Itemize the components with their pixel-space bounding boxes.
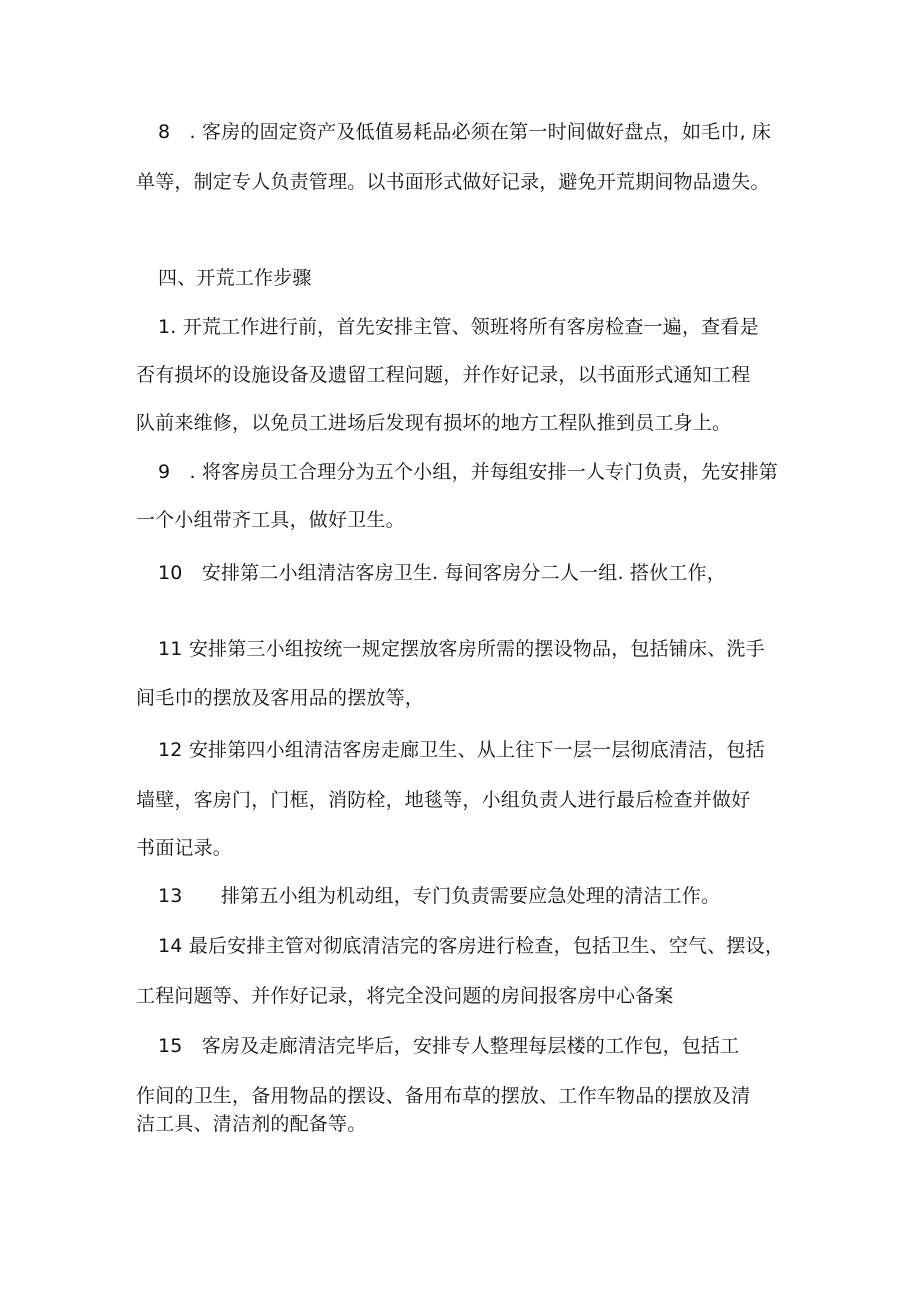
text-line-7: 9 . 将客房员工合理分为五个小组，并每组安排一人专门负责，先安排第 bbox=[158, 461, 778, 483]
text-line-8: 一个小组带齐工具，做好卫生。 bbox=[136, 509, 405, 531]
text-line-12: 12 安排第四小组清洁客房走廊卫生、从上往下一层一层彻底清洁，包括 bbox=[158, 739, 765, 761]
text-line-15: 13 排第五小组为机动组，专门负责需要应急处理的清洁工作。 bbox=[158, 885, 721, 907]
text-line-6: 队前来维修，以免员工进场后发现有损坏的地方工程队推到员工身上。 bbox=[136, 412, 732, 434]
text-line-9: 10 安排第二小组清洁客房卫生. 每间客房分二人一组. 搭伙工作， bbox=[158, 562, 726, 584]
section-heading: 四、开荒工作步骤 bbox=[158, 267, 312, 289]
text-line-11: 间毛巾的摆放及客用品的摆放等， bbox=[136, 687, 425, 709]
text-line-4: 1. 开荒工作进行前，首先安排主管、领班将所有客房检查一遍，查看是 bbox=[158, 316, 759, 338]
text-line-2: 单等，制定专人负责管理。以书面形式做好记录，避免开荒期间物品遗失。 bbox=[136, 171, 770, 193]
text-line-18: 15 客房及走廊清洁完毕后，安排专人整理每层楼的工作包，包括工 bbox=[158, 1035, 740, 1057]
text-line-16: 14 最后安排主管对彻底清洁完的客房进行检查，包括卫生、空气、摆设， bbox=[158, 935, 785, 957]
text-line-10: 11 安排第三小组按统一规定摆放客房所需的摆设物品，包括铺床、洗手 bbox=[158, 638, 765, 660]
text-line-17: 工程问题等、并作好记录，将完全没问题的房间报客房中心备案 bbox=[136, 985, 674, 1007]
text-line-13: 墙壁，客房门，门框，消防栓，地毯等，小组负责人进行最后检查并做好 bbox=[136, 789, 751, 811]
text-line-19: 作间的卫生，备用物品的摆设、备用布草的摆放、工作车物品的摆放及清 bbox=[136, 1085, 751, 1107]
text-line-20: 洁工具、清洁剂的配备等。 bbox=[136, 1113, 367, 1135]
text-line-14: 书面记录。 bbox=[136, 837, 233, 859]
text-line-1: 8 . 客房的固定资产及低值易耗品必须在第一时间做好盘点，如毛巾, 床 bbox=[158, 121, 772, 143]
text-line-5: 否有损坏的设施设备及遗留工程问题，并作好记录，以书面形式通知工程 bbox=[136, 364, 751, 386]
